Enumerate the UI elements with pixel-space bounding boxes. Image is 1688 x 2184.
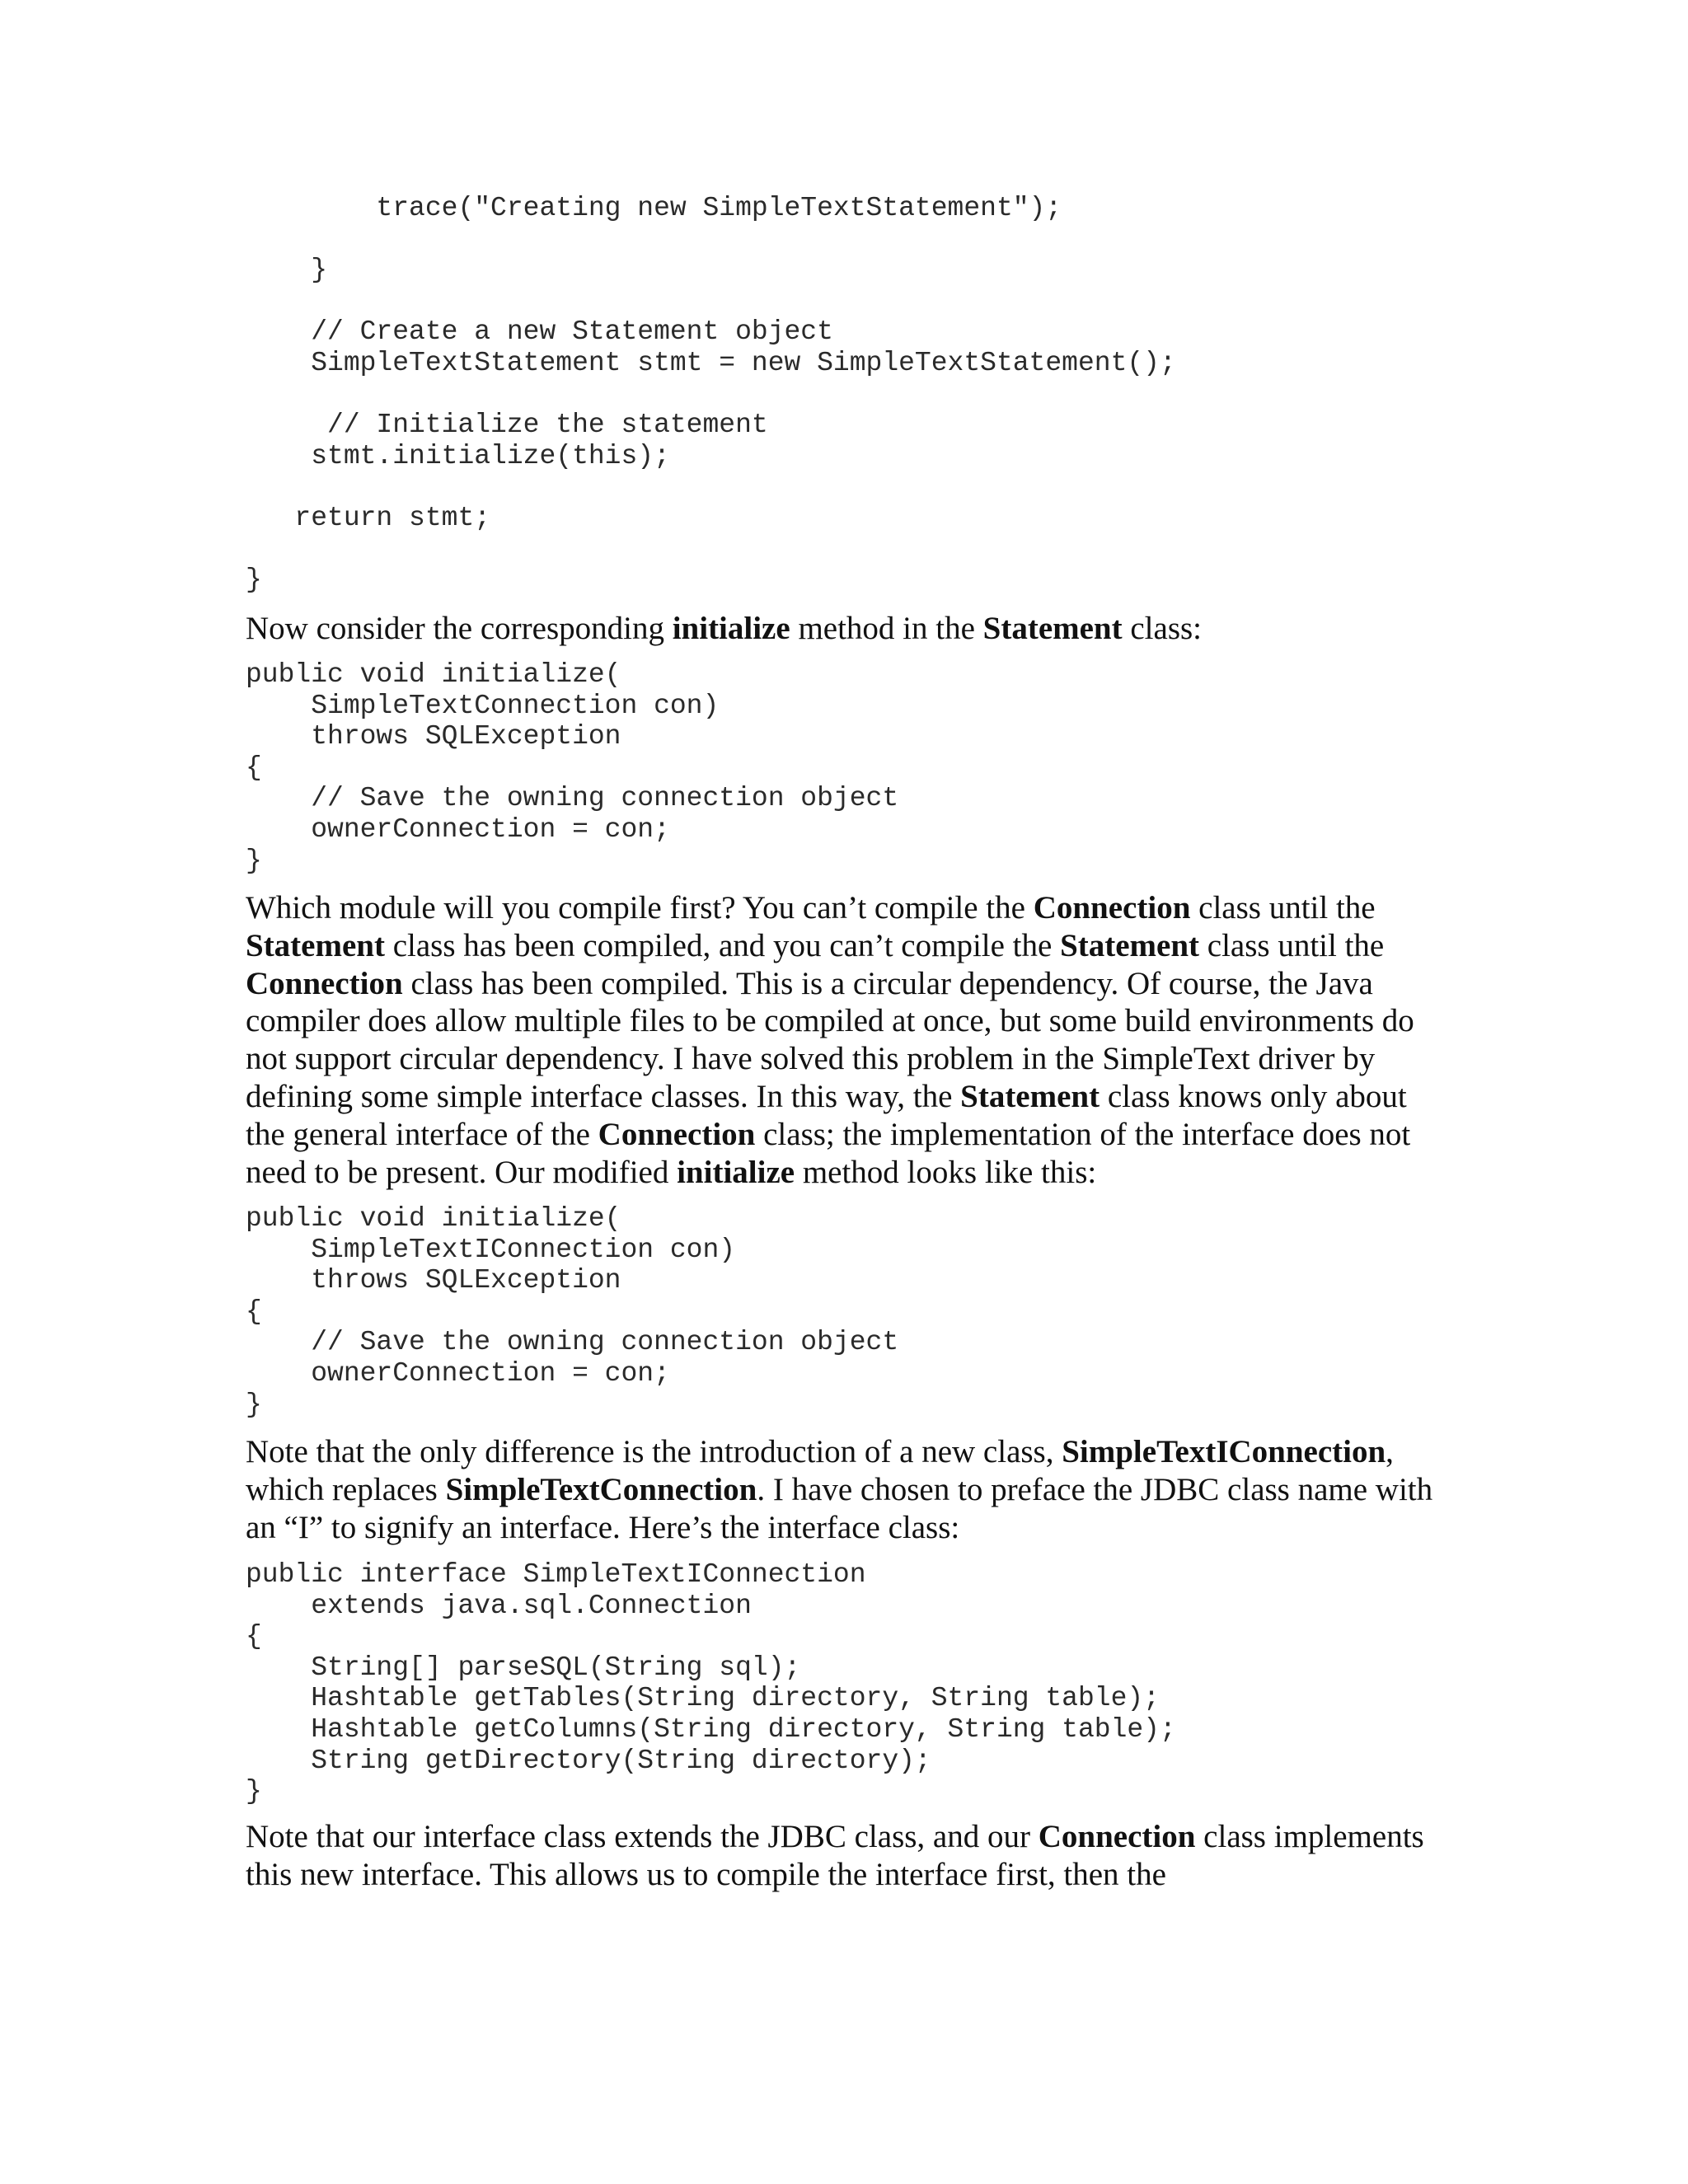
code-line: SimpleTextConnection con)	[246, 690, 720, 721]
code-block-initialize-connection	[246, 659, 898, 876]
paragraph-interface-difference	[246, 1433, 1449, 1546]
code-line: throws SQLException	[246, 721, 621, 752]
bold-term: Statement	[1060, 927, 1200, 963]
code-line: public void initialize(	[246, 659, 621, 690]
bold-term: SimpleTextConnection	[445, 1471, 757, 1507]
code-line: ownerConnection = con;	[246, 813, 670, 845]
code-line: stmt.initialize(this);	[246, 440, 670, 471]
code-block-interface-class	[246, 1559, 1176, 1807]
code-line: // Save the owning connection object	[246, 1327, 899, 1358]
text-run: Which module will you compile first? You can’t compile the	[246, 890, 1034, 926]
text-run: method looks like this:	[795, 1154, 1097, 1190]
code-line: {	[246, 752, 262, 783]
code-line: SimpleTextStatement stmt = new SimpleTextStatement();	[246, 347, 1176, 378]
text-run: Now consider the corresponding	[246, 611, 673, 646]
text-run: class; the implementation of the interface does not need to be present. Our modified	[246, 1116, 1411, 1190]
code-line: String getDirectory(String directory);	[246, 1745, 931, 1776]
code-line: public void initialize(	[246, 1203, 621, 1234]
bold-term: Statement	[960, 1078, 1100, 1114]
text-run: class knows only about the general interface of the	[246, 1078, 1407, 1152]
code-line: extends java.sql.Connection	[246, 1590, 752, 1621]
text-run: class has been compiled, and you can’t compile the	[384, 927, 1061, 963]
code-line: trace("Creating new SimpleTextStatement");	[246, 193, 1062, 223]
text-run: class until the	[1199, 927, 1385, 963]
code-line: throws SQLException	[246, 1265, 621, 1296]
code-line: // Save the owning connection object	[246, 783, 899, 814]
text-run: class has been compiled. This is a circular dependency. Of course, the Java compiler does allow multiple files to be compiled at once, but some build environments do not support circular dependency. I have solved this problem in the SimpleText driver by defining some simple interface classes. In this way, the	[246, 965, 1414, 1114]
code-line: String[] parseSQL(String sql);	[246, 1652, 801, 1683]
code-line: {	[246, 1621, 262, 1652]
text-run: class implements this new interface. This allows us to compile the interface first, then the	[246, 1819, 1424, 1892]
text-run: , which replaces	[246, 1434, 1394, 1507]
bold-term: Connection	[246, 965, 403, 1001]
paragraph-interface-extends	[246, 1818, 1449, 1894]
code-line: }	[246, 1389, 262, 1420]
bold-term: Statement	[982, 611, 1123, 646]
text-run: method in the	[790, 611, 983, 646]
code-line: }	[246, 1776, 262, 1807]
code-line: SimpleTextIConnection con)	[246, 1234, 736, 1265]
bold-term: initialize	[677, 1154, 795, 1190]
code-line: }	[246, 845, 262, 876]
code-line: // Initialize the statement	[246, 410, 768, 441]
paragraph-initialize-intro	[246, 610, 1449, 648]
code-block-create-statement	[246, 193, 1176, 596]
bold-term: initialize	[672, 611, 790, 646]
bold-term: Connection	[1033, 890, 1191, 926]
code-line: Hashtable getTables(String directory, String table);	[246, 1683, 1160, 1714]
code-line: Hashtable getColumns(String directory, String table);	[246, 1713, 1176, 1745]
text-run: Note that the only difference is the introduction of a new class,	[246, 1434, 1062, 1469]
code-line: }	[246, 255, 328, 286]
bold-term: Statement	[246, 927, 385, 963]
text-run: class:	[1122, 611, 1203, 646]
bold-term: Connection	[1038, 1819, 1196, 1854]
code-block-initialize-iconnection	[246, 1203, 898, 1420]
text-run: class until the	[1190, 890, 1376, 926]
code-line: }	[246, 565, 262, 596]
bold-term: SimpleTextIConnection	[1062, 1434, 1386, 1469]
code-line: return stmt;	[246, 502, 491, 533]
code-line: public interface SimpleTextIConnection	[246, 1559, 866, 1590]
code-line: // Create a new Statement object	[246, 316, 833, 348]
paragraph-circular-dependency	[246, 889, 1449, 1191]
text-run: . I have chosen to preface the JDBC class name with an “I” to signify an interface. Here’s the interface class:	[246, 1471, 1433, 1545]
text-run: Note that our interface class extends the JDBC class, and our	[246, 1819, 1039, 1854]
bold-term: Connection	[598, 1116, 756, 1152]
code-line: {	[246, 1296, 262, 1327]
code-line: ownerConnection = con;	[246, 1357, 670, 1389]
